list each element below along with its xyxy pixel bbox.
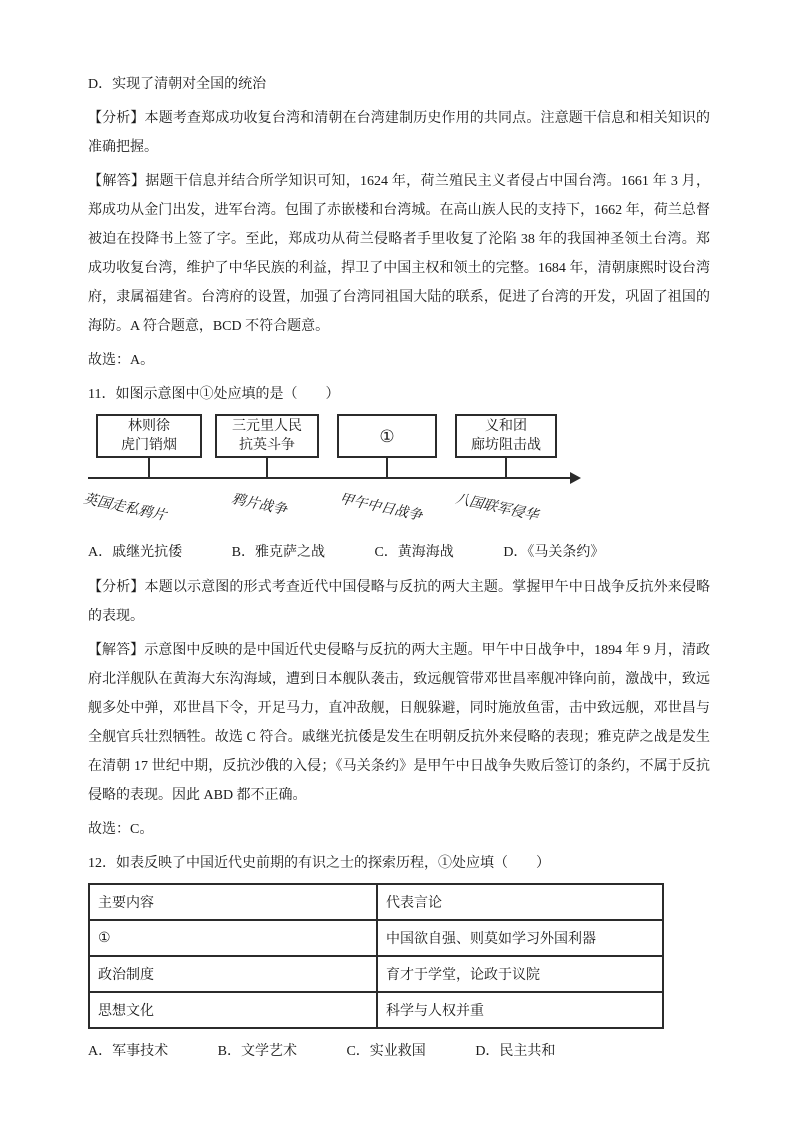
- q11-timeline-diagram: [82, 414, 710, 530]
- q11-conclusion: 故选：C。: [88, 822, 154, 837]
- timeline-box-4-line1: 义和团: [485, 419, 527, 434]
- q11-option-a: A．戚继光抗倭: [88, 545, 183, 560]
- timeline-box-1-line1: 林则徐: [128, 419, 170, 434]
- timeline-box-4-line2: 廊坊阻击战: [471, 438, 541, 453]
- timeline-box-2-line1: 三元里人民: [232, 419, 302, 434]
- timeline-connector-2: [266, 458, 268, 477]
- timeline-box-2-line2: 抗英斗争: [239, 438, 295, 453]
- q11-answer: 【解答】示意图中反映的是中国近代史侵略与反抗的两大主题。甲午中日战争中，1894 年 9 月，清政府北洋舰队在黄海大东沟海域，遭到日本舰队袭击，致远舰管带邓世昌率舰冲锋向前，激战中，致远舰多处中弹，邓世昌下令，开足马力，直冲敌舰，日舰躲避，同时施放鱼雷，击中致远舰，邓世昌与全舰官兵壮烈牺牲。故选 C 符合。戚继光抗倭是发生在明朝反抗外来侵略的表现；雅克萨之战是发生在清朝 17 世纪中期，反抗沙俄的入侵；《马关条约》是甲午中日战争失败后签订的条约，不属于反抗侵略的表现。因此 ABD 都不正确。: [88, 643, 710, 803]
- q12-option-d: D．民主共和: [475, 1044, 556, 1059]
- table-cell: 育才于学堂，论政于议院: [377, 956, 663, 992]
- table-row: [89, 920, 663, 956]
- timeline-box-4: [455, 414, 557, 458]
- table-row: [89, 992, 663, 1028]
- timeline-box-3: [337, 414, 437, 458]
- table-cell: 思想文化: [89, 992, 377, 1028]
- q11-option-c: C．黄海海战: [374, 545, 454, 560]
- q10-answer: 【解答】据题干信息并结合所学知识可知，1624 年，荷兰殖民主义者侵占中国台湾。1661 年 3 月，郑成功从金门出发，进军台湾。包围了赤嵌楼和台湾城。在高山族人民的支持下，1662 年，荷兰总督被迫在投降书上签了字。至此，郑成功从荷兰侵略者手里收复了沦陷 38 年的我国神圣领土台湾。郑成功收复台湾，维护了中华民族的利益，捍卫了中国主权和领土的完整。1684 年，清朝康熙时设台湾府，隶属福建省。台湾府的设置，加强了台湾同祖国大陆的联系，促进了台湾的开发，巩固了祖国的海防。A 符合题意，BCD 不符合题意。: [88, 174, 710, 334]
- table-row: [89, 956, 663, 992]
- timeline-connector-3: [386, 458, 388, 477]
- table-cell: 政治制度: [89, 956, 377, 992]
- q12-option-c: C．实业救国: [346, 1044, 426, 1059]
- axis-label-1: 英国走私鸦片: [82, 491, 168, 525]
- timeline-connector-4: [505, 458, 507, 477]
- timeline-box-3-line1: ①: [379, 426, 395, 446]
- q12-option-b: B．文学艺术: [217, 1044, 297, 1059]
- table-header-row: [89, 884, 663, 920]
- table-cell: 中国欲自强、则莫如学习外国利器: [377, 920, 663, 956]
- table-header-quotes: 代表言论: [377, 884, 663, 920]
- table-cell: 科学与人权并重: [377, 992, 663, 1028]
- q11-analysis: 【分析】本题以示意图的形式考查近代中国侵略与反抗的两大主题。掌握甲午中日战争反抗外来侵略的表现。: [88, 580, 710, 624]
- q11-stem: 11．如图示意图中①处应填的是（ ）: [88, 387, 340, 402]
- axis-label-4: 八国联军侵华: [454, 491, 540, 525]
- q10-option-d: D．实现了清朝对全国的统治: [88, 77, 267, 92]
- q12-stem: 12．如表反映了中国近代史前期的有识之士的探索历程，①处应填（ ）: [88, 856, 550, 871]
- timeline-box-2: [215, 414, 319, 458]
- q11-options: [88, 538, 710, 567]
- q12-options: [88, 1037, 710, 1066]
- table-header-main-content: 主要内容: [89, 884, 377, 920]
- axis-label-2: 鸦片战争: [230, 491, 288, 519]
- timeline-box-1-line2: 虎门销烟: [121, 438, 177, 453]
- axis-label-3: 甲午中日战争: [338, 491, 424, 525]
- exam-page: [82, 70, 710, 1072]
- timeline-axis: [88, 477, 572, 479]
- q10-conclusion: 故选：A。: [88, 353, 155, 368]
- timeline-box-1: [96, 414, 202, 458]
- q12-option-a: A．军事技术: [88, 1044, 169, 1059]
- timeline-connector-1: [148, 458, 150, 477]
- q11-option-d: D．《马关条约》: [503, 545, 605, 560]
- q10-analysis: 【分析】本题考查郑成功收复台湾和清朝在台湾建制历史作用的共同点。注意题干信息和相关知识的准确把握。: [88, 111, 710, 155]
- table-cell: ①: [89, 920, 377, 956]
- timeline-arrowhead-icon: [570, 472, 581, 484]
- q11-option-b: B．雅克萨之战: [231, 545, 325, 560]
- q12-table: [88, 883, 664, 1029]
